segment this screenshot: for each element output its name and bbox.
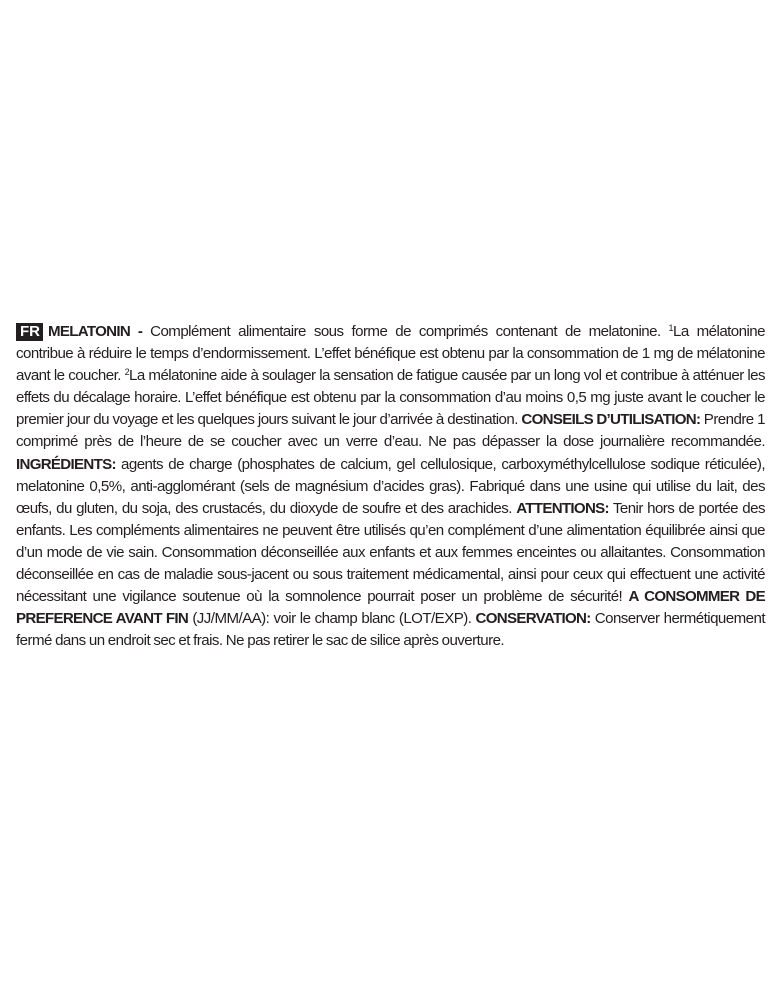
- warnings-heading: ATTENTIONS:: [516, 499, 609, 517]
- warnings-text: Tenir hors de portée des enfants. Les compléments alimentaires ne peuvent être utilisés qu’en complément d’une alimentation équilibrée ainsi que d’un mode de vie sain. Consommation déconseillée aux enfants et aux femmes enceintes ou allaitantes. Consommation déconseillée en cas de maladie sous-jacent ou sous traitement médicamental, ainsi pour ceux qui effectuent une activité nécessitant une vigilance soutenue où la somnolence pourrait poser un problème de sécurité!: [16, 499, 765, 606]
- best-before-heading: A CONSOMMER DE PREFERENCE AVANT FIN: [16, 588, 766, 628]
- product-label-text: [16, 321, 765, 652]
- storage-text: Conserver hermétiquement fermé dans un endroit sec et frais. Ne pas retirer le sac de silice après ouverture.: [16, 610, 765, 650]
- best-before-text: (JJ/MM/AA): voir le champ blanc (LOT/EXP).: [192, 610, 472, 628]
- footnote-marker-1: 1: [668, 323, 674, 333]
- health-claim-2: La mélatonine aide à soulager la sensation de fatigue causée par un long vol et contribue à atténuer les effets du décalage horaire. L’effet bénéfique est obtenu par la consommation d’au moins 0,5 mg juste avant le coucher le premier jour du voyage et les quelques jours suivant le jour d’arrivée à destination.: [16, 367, 766, 429]
- ingredients-text: agents de charge (phosphates de calcium, gel cellulosique, carboxyméthylcellulose sodique réticulée), melatonine 0,5%, anti-agglomérant (sels de magnésium d’acides gras). Fabriqué dans une usine qui utilise du lait, des œufs, du gluten, du soja, des crustacés, du dioxyde de soufre et des arachides.: [16, 455, 765, 517]
- product-intro: Complément alimentaire sous forme de comprimés contenant de melatonine.: [150, 323, 661, 340]
- language-badge: FR: [16, 323, 43, 341]
- footnote-marker-2: 2: [124, 367, 130, 378]
- ingredients-heading: INGRÉDIENTS:: [16, 455, 116, 473]
- usage-text: Prendre 1 comprimé près de l’heure de se coucher avec un verre d’eau. Ne pas dépasser la dose journalière recommandée.: [16, 411, 765, 451]
- storage-heading: CONSERVATION:: [475, 610, 591, 628]
- usage-heading: CONSEILS D’UTILISATION:: [521, 411, 701, 429]
- product-name: MELATONIN -: [48, 323, 143, 340]
- health-claim-1: La mélatonine contribue à réduire le temps d’endormissement. L’effet bénéfique est obtenu par la consommation de 1 mg de mélatonine avant le coucher.: [16, 323, 765, 385]
